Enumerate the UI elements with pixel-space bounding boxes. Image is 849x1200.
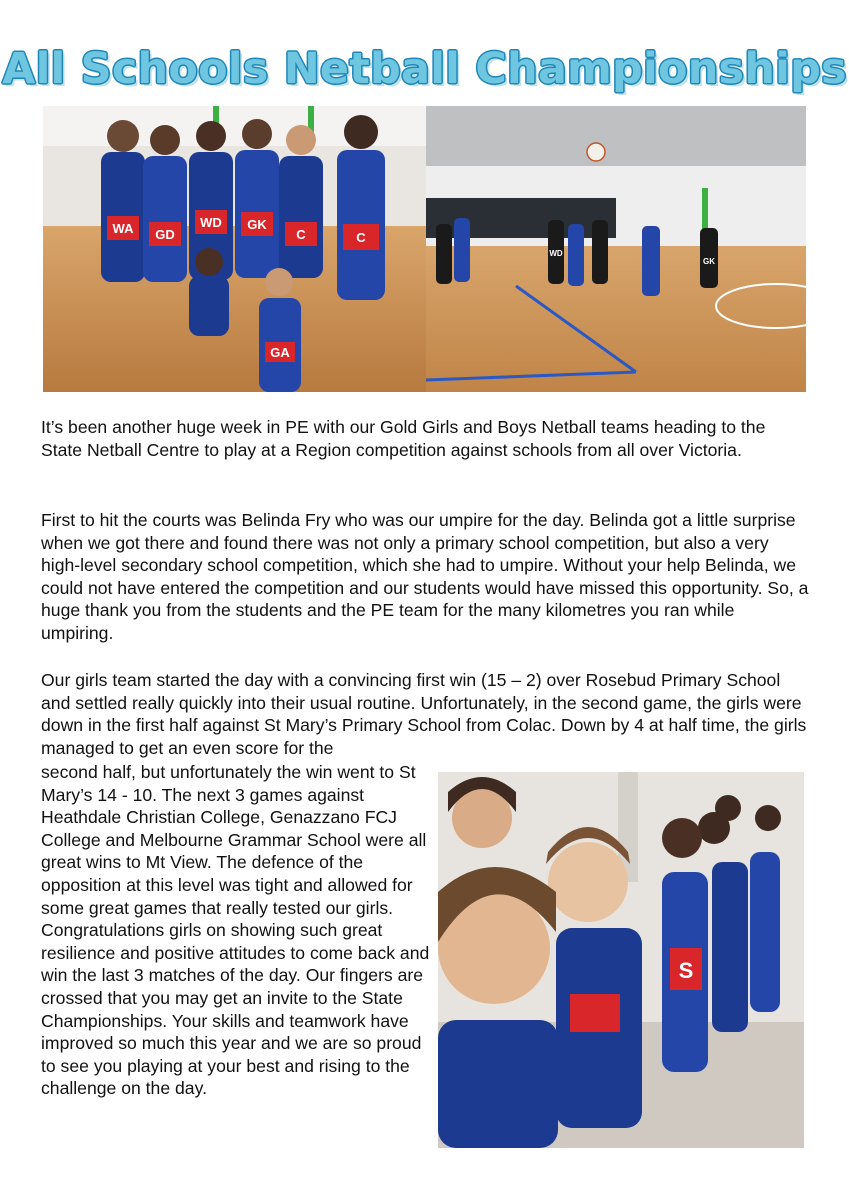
page-title: All Schools Netball Championships	[2, 44, 847, 94]
team-selfie-photo	[438, 772, 804, 1148]
bib-label: S	[678, 958, 694, 983]
article-paragraph: It’s been another huge week in PE with our Gold Girls and Boys Netball teams heading to the State Netball Centre to play at a Region competition against schools from all over Victoria.	[41, 417, 766, 460]
bib-label: GK	[247, 217, 267, 232]
bib-label: WD	[549, 249, 563, 258]
bib-label: GD	[155, 227, 175, 242]
match-action-photo	[426, 106, 806, 392]
bib-label: WA	[112, 221, 134, 236]
bib-label: GA	[270, 345, 290, 360]
bib-label: GK	[703, 257, 715, 266]
article-paragraph: Our girls team started the day with a convincing first win (15 – 2) over Rosebud Primary School and settled really quickly into their usual routine. Unfortunately, in the second game, the girls were down in the first half against St Mary’s Primary School from Colac. Down by 4 at half time, the girls managed to get an even score for the	[41, 670, 807, 758]
bib-label: WD	[200, 215, 222, 230]
bib-label: C	[296, 227, 306, 242]
bib-label: C	[356, 230, 366, 245]
team-group-photo	[43, 106, 426, 392]
article-paragraph: First to hit the courts was Belinda Fry who was our umpire for the day. Belinda got a little surprise when we got there and found there was not only a primary school competition, but also a very high-level secondary school competition, which she had to umpire. Without your help Belinda, we could not have entered the competition and our students would have missed this opportunity. So, a huge thank you from the students and the PE team for the many kilometres you ran while umpiring.	[41, 510, 809, 643]
article-paragraph: second half, but unfortunately the win went to St Mary’s 14 - 10. The next 3 games against Heathdale Christian College, Genazzano FCJ College and Melbourne Grammar School were all great wins to Mt View. The defence of the opposition at this level was tight and allowed for some great games that really tested our girls. Congratulations girls on showing such great resilience and positive attitudes to come back and win the last 3 matches of the day. Our fingers are crossed that you may get an invite to the State Championships. Your skills and teamwork have improved so much this year and we are so proud to see you playing at your best and rising to the challenge on the day.	[41, 762, 430, 1099]
